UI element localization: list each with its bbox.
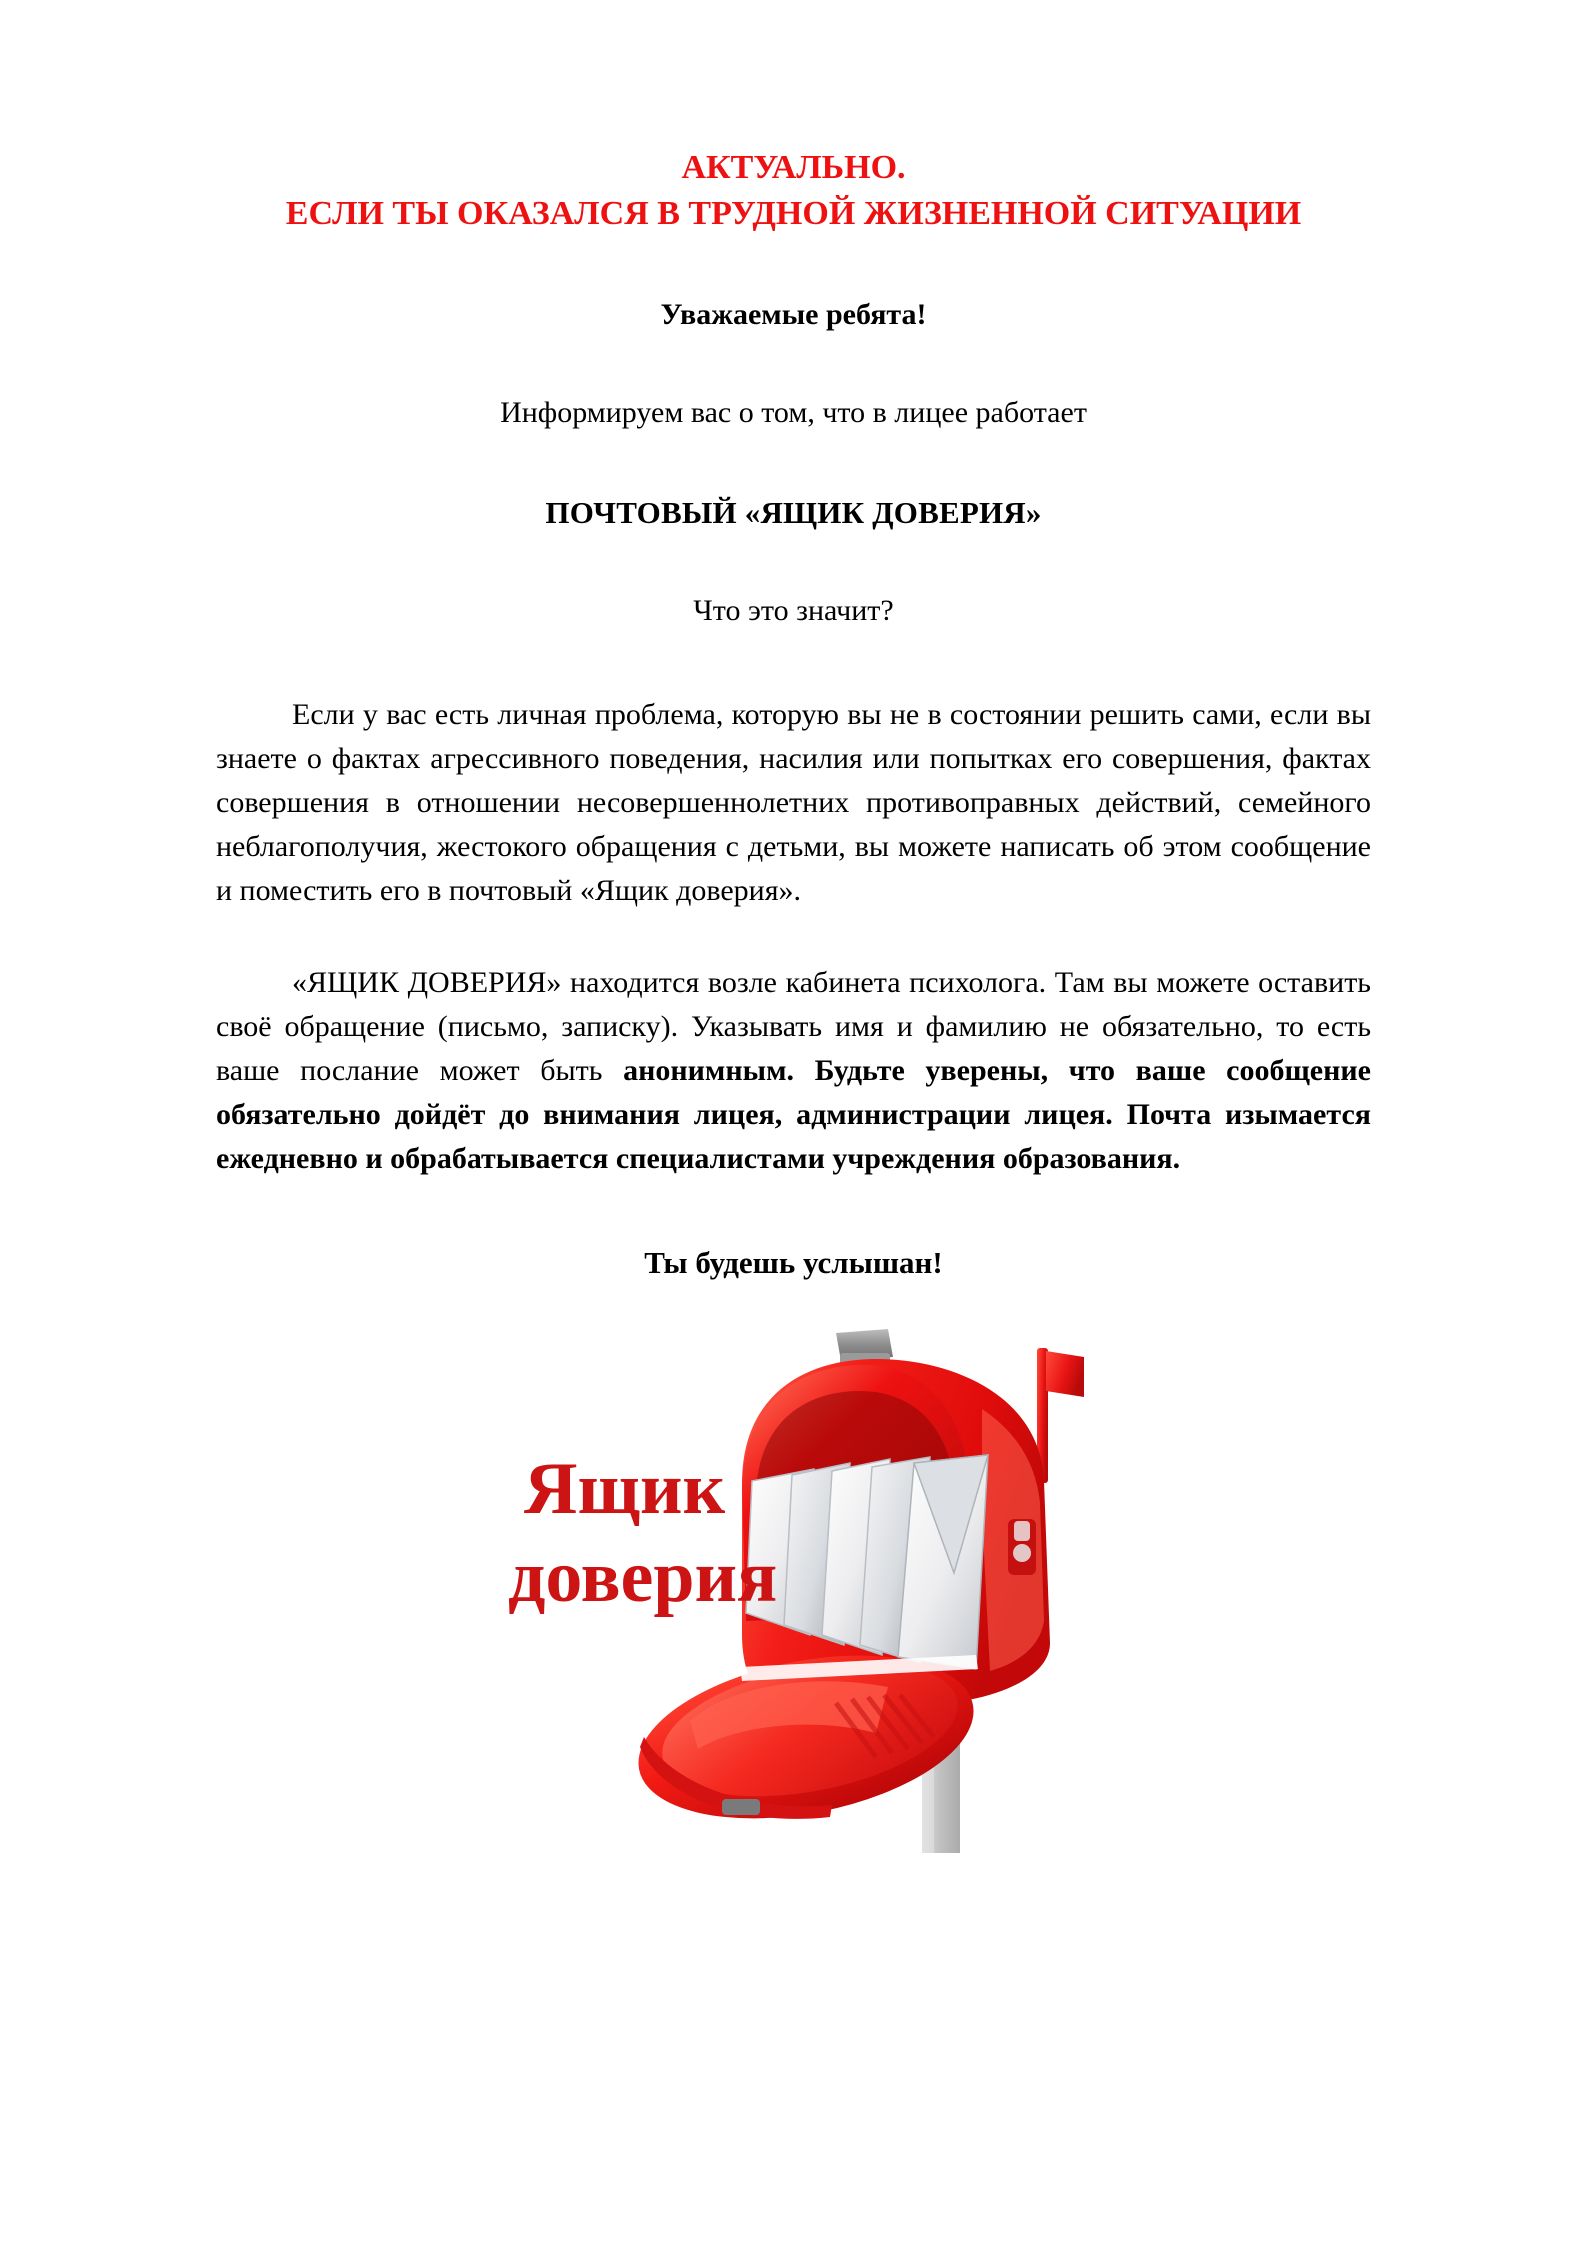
illustration-caption: [508, 1448, 777, 1618]
mailbox-illustration: [484, 1313, 1104, 1853]
intro-line: Информируем вас о том, что в лицее работает: [500, 396, 1087, 429]
svg-text:доверия: доверия: [507, 1536, 777, 1618]
mailbox-heading: ПОЧТОВЫЙ «ЯЩИК ДОВЕРИЯ»: [545, 495, 1042, 530]
svg-text:Ящик: Ящик: [523, 1448, 725, 1530]
page-title-line-2: ЕСЛИ ТЫ ОКАЗАЛСЯ В ТРУДНОЙ ЖИЗНЕННОЙ СИТУАЦИИ: [285, 195, 1302, 232]
page-title-line-1: АКТУАЛЬНО.: [681, 149, 906, 186]
paragraph-location-regular: «ЯЩИК ДОВЕРИЯ» находится возле кабинета психолога. Там вы можете оставить своё обращение (письмо, записку). Указывать имя и фамилию не обязательно, то есть ваше послание может быть: [216, 966, 1371, 1087]
question-line: Что это значит?: [693, 594, 894, 627]
mailbox-flag: [1037, 1348, 1084, 1483]
paragraph-problem: Если у вас есть личная проблема, которую вы не в состоянии решить сами, если вы знаете о фактах агрессивного поведения, насилия или попытках его совершения, фактах совершения в отношении несовершеннолетних противоправных действий, семейного неблагополучия, жестокого обращения с детьми, вы можете написать об этом сообщение и поместить его в почтовый «Ящик доверия».: [216, 698, 1371, 907]
paragraph-location-bold: анонимным. Будьте уверены, что ваше сообщение обязательно дойдёт до внимания лицея, администрации лицея. Почта изымается ежедневно и обрабатывается специалистами учреждения образования.: [216, 1054, 1371, 1175]
illustration-container: [216, 1313, 1371, 1853]
paragraph-location: [216, 961, 1371, 1181]
call-to-action-heading: Ты будешь услышан!: [644, 1245, 943, 1280]
page-title: [216, 0, 1371, 237]
greeting-heading: Уважаемые ребята!: [660, 298, 927, 331]
mailbox-lock: [1008, 1519, 1036, 1575]
